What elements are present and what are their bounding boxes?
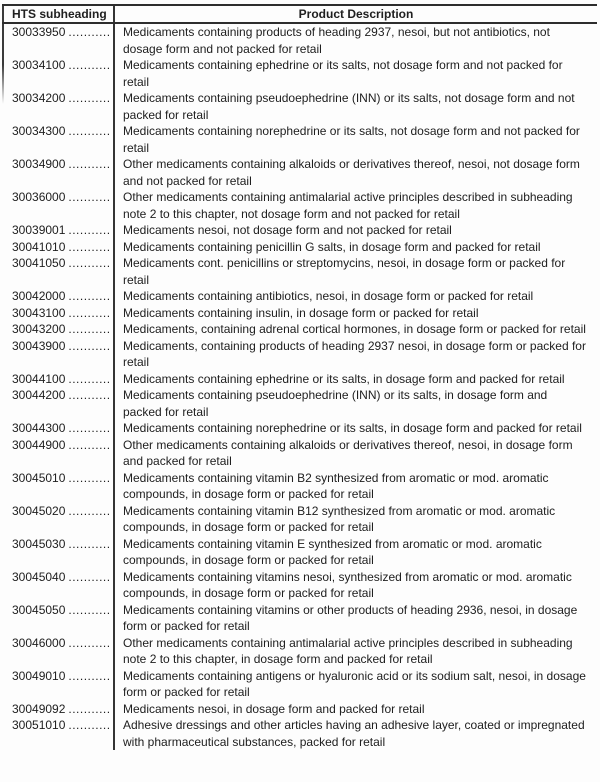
hts-code-cell	[2, 338, 113, 371]
column-header-product-description: Product Description	[113, 6, 597, 22]
hts-code: 30041050	[12, 256, 66, 270]
table-row	[2, 189, 597, 222]
column-header-hts-subheading: HTS subheading	[12, 7, 107, 21]
product-description-cell: Medicaments containing norephedrine or its salts, in dosage form and packed for retail	[113, 420, 597, 437]
hts-code: 30049010	[12, 668, 66, 683]
product-description-cell: Medicaments containing vitamins or other products of heading 2936, nesoi, in dosage form or packed for retail	[113, 602, 597, 635]
product-description-cell: Medicaments containing vitamin B12 synthesized from aromatic or mod. aromatic compounds, in dosage form or packed for retail	[113, 503, 597, 536]
product-description-cell: Medicaments containing ephedrine or its salts, in dosage form and packed for retail	[113, 371, 597, 388]
hts-code-cell	[2, 321, 113, 338]
hts-code: 30045040	[12, 569, 66, 584]
dot-leader: ...........	[68, 322, 111, 336]
hts-code: 30036000	[12, 190, 66, 204]
hts-code-cell	[2, 90, 113, 123]
hts-code-cell	[2, 255, 113, 288]
hts-code: 30042000	[12, 289, 66, 303]
dot-leader: ...........	[68, 91, 111, 105]
hts-code-cell	[2, 470, 113, 503]
dot-leader: ...........	[68, 635, 111, 650]
table-row	[2, 602, 597, 635]
table-row	[2, 569, 597, 602]
dot-leader: ...........	[68, 503, 111, 518]
table-row	[2, 255, 597, 288]
hts-code-cell	[2, 57, 113, 90]
dot-leader: ...........	[68, 701, 111, 716]
table-row	[2, 420, 597, 437]
hts-code: 30043900	[12, 338, 66, 353]
hts-code-cell	[2, 701, 113, 718]
hts-code: 30044100	[12, 371, 66, 386]
hts-table	[2, 4, 597, 750]
table-body	[2, 24, 597, 750]
product-description-cell: Medicaments containing products of heading 2937, nesoi, but not antibiotics, not dosage form and not packed for retail	[113, 24, 597, 57]
hts-code-cell	[2, 668, 113, 701]
product-description-cell: Medicaments, containing adrenal cortical hormones, in dosage form or packed for retail	[113, 321, 597, 338]
table-row	[2, 288, 597, 305]
hts-code-cell	[2, 420, 113, 437]
dot-leader: ...........	[68, 239, 111, 254]
hts-code-cell	[2, 156, 113, 189]
hts-code: 30034200	[12, 91, 66, 105]
dot-leader: ...........	[68, 223, 111, 237]
table-row	[2, 305, 597, 322]
hts-code-cell	[2, 503, 113, 536]
table-row	[2, 635, 597, 668]
hts-code: 30043100	[12, 305, 66, 320]
product-description-cell: Medicaments containing insulin, in dosage form or packed for retail	[113, 305, 597, 322]
hts-code: 30044900	[12, 437, 66, 452]
hts-code: 30044200	[12, 388, 66, 402]
table-row	[2, 503, 597, 536]
table-row	[2, 222, 597, 239]
product-description-cell: Medicaments nesoi, not dosage form and not packed for retail	[113, 222, 597, 239]
product-description-cell: Medicaments, containing products of heading 2937 nesoi, in dosage form or packed for retail	[113, 338, 597, 371]
hts-code-cell	[2, 24, 113, 57]
table-row	[2, 338, 597, 371]
hts-code-cell	[2, 717, 113, 750]
hts-code: 30034900	[12, 157, 66, 171]
hts-code: 30045010	[12, 470, 66, 485]
table-row	[2, 536, 597, 569]
dot-leader: ...........	[68, 190, 111, 204]
product-description-cell: Medicaments containing vitamin B2 synthesized from aromatic or mod. aromatic compounds, in dosage form or packed for retail	[113, 470, 597, 503]
hts-code-cell	[2, 222, 113, 239]
dot-leader: ...........	[68, 157, 111, 171]
dot-leader: ...........	[68, 338, 111, 353]
hts-code: 30045030	[12, 536, 66, 551]
hts-code: 30043200	[12, 322, 66, 336]
table-row	[2, 387, 597, 420]
hts-code-cell	[2, 371, 113, 388]
table-row	[2, 437, 597, 470]
product-description-cell: Medicaments containing penicillin G salts, in dosage form and packed for retail	[113, 239, 597, 256]
table-row	[2, 321, 597, 338]
product-description-cell: Medicaments containing norephedrine or its salts, not dosage form and not packed for retail	[113, 123, 597, 156]
hts-code: 30033950	[12, 25, 66, 39]
hts-code: 30034100	[12, 58, 66, 72]
hts-code-cell	[2, 569, 113, 602]
product-description-cell: Medicaments containing pseudoephedrine (INN) or its salts, in dosage form and packed for retail	[113, 387, 597, 420]
product-description-cell: Medicaments containing antigens or hyaluronic acid or its sodium salt, nesoi, in dosage form or packed for retail	[113, 668, 597, 701]
hts-code: 30045020	[12, 503, 66, 518]
product-description-cell: Other medicaments containing alkaloids or derivatives thereof, nesoi, not dosage form and not packed for retail	[113, 156, 597, 189]
product-description-cell: Medicaments containing vitamins nesoi, synthesized from aromatic or mod. aromatic compounds, in dosage form or packed for retail	[113, 569, 597, 602]
table-row	[2, 156, 597, 189]
table-row	[2, 371, 597, 388]
hts-code-cell	[2, 635, 113, 668]
hts-code: 30049092	[12, 701, 66, 716]
hts-code-cell	[2, 305, 113, 322]
table-row	[2, 57, 597, 90]
dot-leader: ...........	[68, 25, 111, 39]
dot-leader: ...........	[68, 437, 111, 452]
product-description-cell: Other medicaments containing antimalarial active principles described in subheading note 2 to this chapter, not dosage form and not packed for retail	[113, 189, 597, 222]
dot-leader: ...........	[68, 388, 111, 402]
hts-code: 30045050	[12, 602, 66, 617]
hts-code: 30044300	[12, 421, 66, 435]
dot-leader: ...........	[68, 124, 111, 138]
table-header-row	[2, 6, 597, 24]
hts-code: 30051010	[12, 718, 66, 732]
table-row	[2, 701, 597, 718]
product-description-cell: Medicaments cont. penicillins or streptomycins, nesoi, in dosage form or packed for retail	[113, 255, 597, 288]
product-description-cell: Medicaments containing antibiotics, nesoi, in dosage form or packed for retail	[113, 288, 597, 305]
product-description-cell: Medicaments containing vitamin E synthesized from aromatic or mod. aromatic compounds, in dosage form or packed for retail	[113, 536, 597, 569]
hts-code: 30034300	[12, 124, 66, 138]
hts-code: 30041010	[12, 239, 66, 254]
dot-leader: ...........	[68, 718, 111, 732]
dot-leader: ...........	[68, 602, 111, 617]
table-row	[2, 90, 597, 123]
table-row	[2, 668, 597, 701]
dot-leader: ...........	[68, 536, 111, 551]
product-description-cell: Medicaments containing ephedrine or its salts, not dosage form and not packed for retail	[113, 57, 597, 90]
dot-leader: ...........	[68, 668, 111, 683]
product-description-cell: Medicaments containing pseudoephedrine (INN) or its salts, not dosage form and not packed for retail	[113, 90, 597, 123]
dot-leader: ...........	[68, 256, 111, 270]
table-row	[2, 239, 597, 256]
dot-leader: ...........	[68, 421, 111, 435]
hts-code-cell	[2, 437, 113, 470]
product-description-cell: Adhesive dressings and other articles having an adhesive layer, coated or impregnated with pharmaceutical substances, packed for retail	[113, 717, 597, 750]
product-description-cell: Other medicaments containing antimalarial active principles described in subheading note 2 to this chapter, in dosage form and packed for retail	[113, 635, 597, 668]
hts-code-cell	[2, 123, 113, 156]
hts-code-cell	[2, 602, 113, 635]
hts-code: 30039001	[12, 223, 66, 237]
table-row	[2, 123, 597, 156]
hts-code-cell	[2, 189, 113, 222]
hts-code-cell	[2, 288, 113, 305]
hts-code: 30046000	[12, 635, 66, 650]
hts-code-cell	[2, 387, 113, 420]
dot-leader: ...........	[68, 289, 111, 303]
dot-leader: ...........	[68, 569, 111, 584]
product-description-cell: Other medicaments containing alkaloids or derivatives thereof, nesoi, in dosage form and packed for retail	[113, 437, 597, 470]
dot-leader: ...........	[68, 371, 111, 386]
hts-code-cell	[2, 536, 113, 569]
dot-leader: ...........	[68, 305, 111, 320]
dot-leader: ...........	[68, 470, 111, 485]
table-row	[2, 717, 597, 750]
dot-leader: ...........	[68, 58, 111, 72]
hts-code-cell	[2, 239, 113, 256]
table-row	[2, 470, 597, 503]
table-row	[2, 24, 597, 57]
product-description-cell: Medicaments nesoi, in dosage form and packed for retail	[113, 701, 597, 718]
